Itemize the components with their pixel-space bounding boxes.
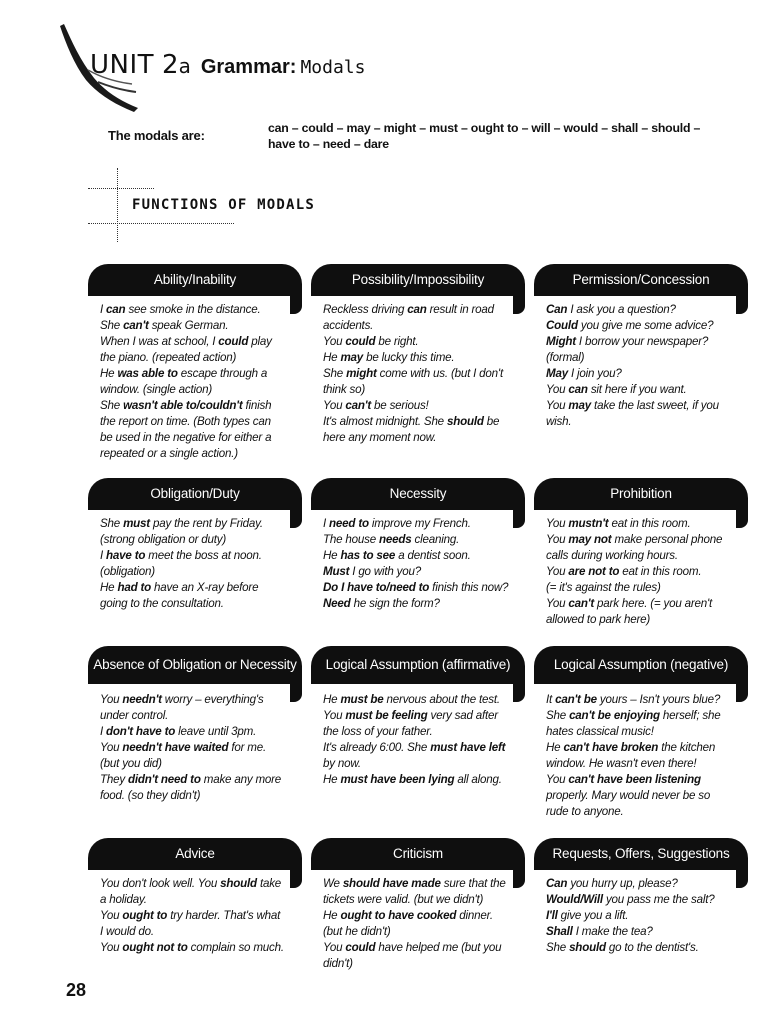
- example-line: You may not make personal phone: [546, 533, 723, 546]
- example-line: She can't speak German.: [100, 319, 229, 332]
- example-line: by now.: [323, 757, 361, 770]
- example-line: They didn't need to make any more: [100, 773, 282, 786]
- unit-title: [90, 50, 365, 80]
- example-line: be used in the negative for either a: [100, 431, 272, 444]
- example-line: calls during working hours.: [546, 549, 678, 562]
- card-body: [546, 516, 738, 628]
- unit-letter: a: [178, 54, 191, 78]
- card-title: Permission/Concession: [534, 264, 748, 296]
- example-line: I can see smoke in the distance.: [100, 303, 261, 316]
- unit-number: 2: [162, 50, 179, 80]
- example-line: (= it's against the rules): [546, 581, 661, 594]
- example-line: I would do.: [100, 925, 154, 938]
- example-line: He must have been lying all along.: [323, 773, 502, 786]
- example-line: hates classical music!: [546, 725, 654, 738]
- example-line: It's almost midnight. She should be: [323, 415, 500, 428]
- example-line: allowed to park here): [546, 613, 651, 626]
- dotted-line: [88, 223, 234, 224]
- example-line: You don't look well. You should take: [100, 877, 282, 890]
- example-line: We should have made sure that the: [323, 877, 506, 890]
- example-line: The house needs cleaning.: [323, 533, 460, 546]
- example-line: didn't): [323, 957, 353, 970]
- example-line: wish.: [546, 415, 572, 428]
- example-line: (but you did): [100, 757, 162, 770]
- card-title: Necessity: [311, 478, 525, 510]
- card-body: [100, 692, 292, 804]
- example-line: Might I borrow your newspaper?: [546, 335, 709, 348]
- card-title: Possibility/Impossibility: [311, 264, 525, 296]
- card-title: Logical Assumption (affirmative): [311, 646, 525, 684]
- example-line: going to the consultation.: [100, 597, 224, 610]
- example-line: He was able to escape through a: [100, 367, 268, 380]
- dotted-line: [117, 168, 118, 242]
- example-line: (formal): [546, 351, 585, 364]
- modals-label: The modals are:: [108, 128, 205, 143]
- example-line: She wasn't able to/couldn't finish: [100, 399, 272, 412]
- example-line: You can sit here if you want.: [546, 383, 687, 396]
- example-line: She should go to the dentist's.: [546, 941, 699, 954]
- example-line: tickets were valid. (but we didn't): [323, 893, 484, 906]
- example-line: window. (single action): [100, 383, 213, 396]
- example-line: rude to anyone.: [546, 805, 624, 818]
- example-line: (obligation): [100, 565, 155, 578]
- example-line: You must be feeling very sad after: [323, 709, 498, 722]
- example-line: May I join you?: [546, 367, 622, 380]
- example-line: He had to have an X-ray before: [100, 581, 259, 594]
- example-line: Do I have to/need to finish this now?: [323, 581, 509, 594]
- example-line: think so): [323, 383, 366, 396]
- example-line: the report on time. (Both types can: [100, 415, 271, 428]
- card-body: [323, 692, 515, 788]
- example-line: He can't have broken the kitchen: [546, 741, 716, 754]
- example-line: Reckless driving can result in road: [323, 303, 494, 316]
- example-line: You can't park here. (= you aren't: [546, 597, 713, 610]
- card-title: Absence of Obligation or Necessity: [88, 646, 302, 684]
- example-line: You ought not to complain so much.: [100, 941, 284, 954]
- example-line: When I was at school, I could play: [100, 335, 272, 348]
- example-line: He ought to have cooked dinner.: [323, 909, 493, 922]
- example-line: Must I go with you?: [323, 565, 422, 578]
- example-line: She can't be enjoying herself; she: [546, 709, 721, 722]
- example-line: It's already 6:00. She must have left: [323, 741, 506, 754]
- example-line: You needn't have waited for me.: [100, 741, 267, 754]
- card-body: [100, 876, 292, 956]
- example-line: Would/Will you pass me the salt?: [546, 893, 715, 906]
- example-line: He may be lucky this time.: [323, 351, 455, 364]
- card-title: Criticism: [311, 838, 525, 870]
- card-title: Prohibition: [534, 478, 748, 510]
- dotted-line: [88, 188, 154, 189]
- modals-list: can – could – may – might – must – ought to – will – would – shall – should – have to – need – dare: [268, 121, 701, 151]
- example-line: window. He wasn't even there!: [546, 757, 697, 770]
- card-title: Advice: [88, 838, 302, 870]
- example-line: I'll give you a lift.: [546, 909, 629, 922]
- example-line: He has to see a dentist soon.: [323, 549, 471, 562]
- example-line: I need to improve my French.: [323, 517, 471, 530]
- topic-label: Modals: [300, 57, 366, 78]
- example-line: He must be nervous about the test.: [323, 693, 500, 706]
- card-body: [546, 302, 738, 430]
- example-line: accidents.: [323, 319, 374, 332]
- example-line: She might come with us. (but I don't: [323, 367, 503, 380]
- card-title: Requests, Offers, Suggestions: [534, 838, 748, 870]
- example-line: properly. Mary would never be so: [546, 789, 711, 802]
- example-line: under control.: [100, 709, 169, 722]
- card-title: Ability/Inability: [88, 264, 302, 296]
- example-line: Can you hurry up, please?: [546, 877, 678, 890]
- example-line: I have to meet the boss at noon.: [100, 549, 262, 562]
- example-line: food. (so they didn't): [100, 789, 201, 802]
- example-line: You ought to try harder. That's what: [100, 909, 281, 922]
- example-line: You can't be serious!: [323, 399, 429, 412]
- page-number: 28: [66, 980, 87, 1000]
- example-line: You could be right.: [323, 335, 419, 348]
- example-line: the piano. (repeated action): [100, 351, 237, 364]
- unit-word: UNIT: [90, 50, 155, 80]
- card-body: [546, 876, 738, 956]
- example-line: It can't be yours – Isn't yours blue?: [546, 693, 721, 706]
- card-title: Obligation/Duty: [88, 478, 302, 510]
- example-line: You may take the last sweet, if you: [546, 399, 719, 412]
- example-line: Shall I make the tea?: [546, 925, 653, 938]
- card-body: [323, 876, 515, 972]
- card-body: [100, 302, 292, 462]
- card-body: [323, 302, 515, 446]
- example-line: (strong obligation or duty): [100, 533, 227, 546]
- functions-heading: FUNCTIONS OF MODALS: [132, 197, 315, 213]
- grammar-label: Grammar:: [200, 56, 297, 78]
- example-line: You mustn't eat in this room.: [546, 517, 691, 530]
- card-body: [100, 516, 292, 612]
- example-line: Need he sign the form?: [323, 597, 440, 610]
- example-line: a holiday.: [100, 893, 147, 906]
- example-line: You could have helped me (but you: [323, 941, 502, 954]
- example-line: the loss of your father.: [323, 725, 433, 738]
- example-line: here any moment now.: [323, 431, 437, 444]
- example-line: Could you give me some advice?: [546, 319, 714, 332]
- card-title: Logical Assumption (negative): [534, 646, 748, 684]
- example-line: She must pay the rent by Friday.: [100, 517, 263, 530]
- example-line: repeated or a single action.): [100, 447, 238, 460]
- example-line: You can't have been listening: [546, 773, 701, 786]
- example-line: Can I ask you a question?: [546, 303, 676, 316]
- example-line: You needn't worry – everything's: [100, 693, 264, 706]
- example-line: I don't have to leave until 3pm.: [100, 725, 257, 738]
- example-line: (but he didn't): [323, 925, 391, 938]
- card-body: [546, 692, 738, 820]
- card-body: [323, 516, 515, 612]
- example-line: You are not to eat in this room.: [546, 565, 702, 578]
